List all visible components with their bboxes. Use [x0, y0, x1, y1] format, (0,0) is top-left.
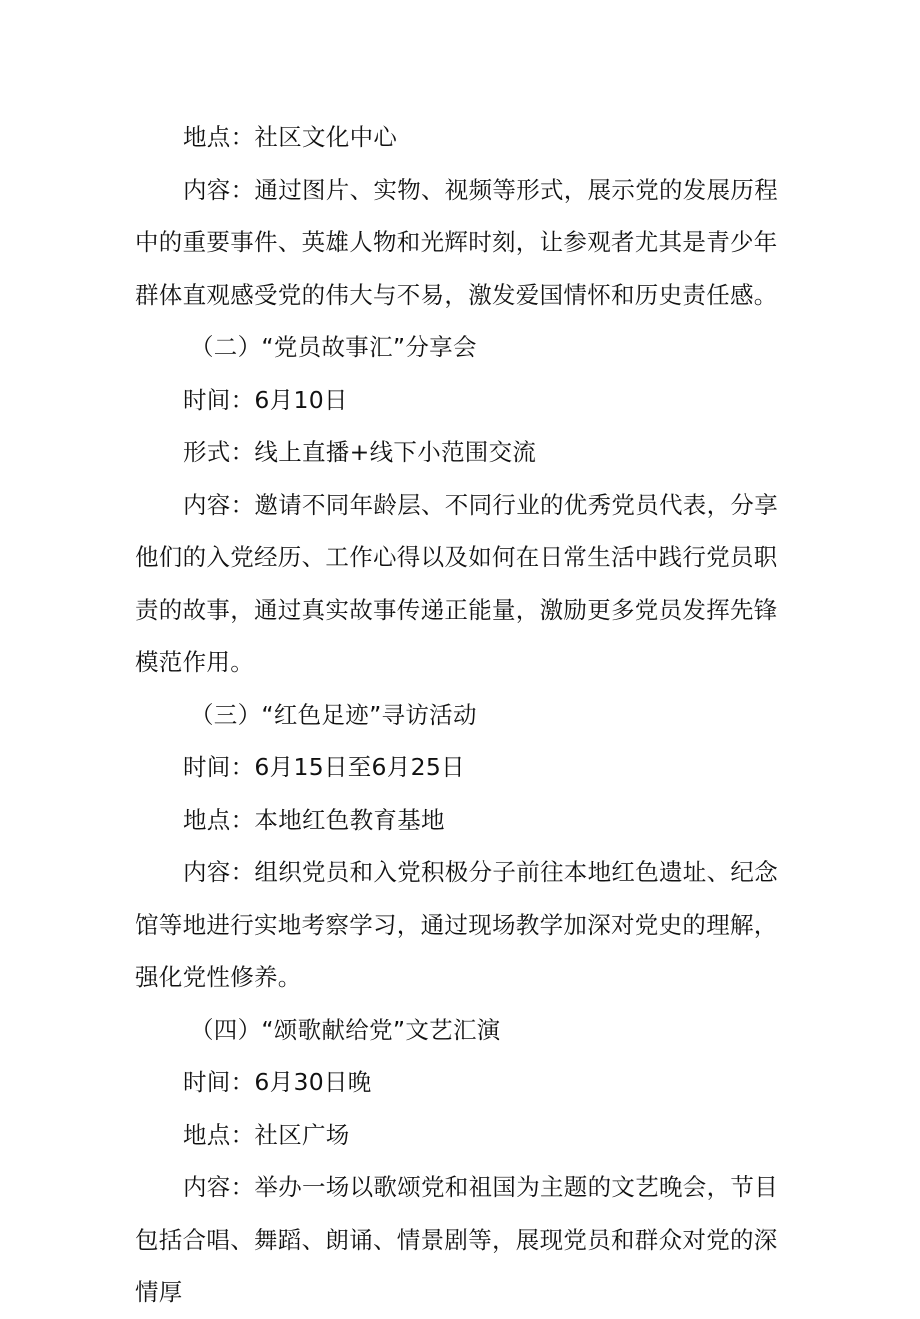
- paragraph-location-4: 地点：社区广场: [183, 1120, 350, 1149]
- paragraph-location-3: 地点：本地红色教育基地: [183, 805, 445, 834]
- document-body: [135, 111, 795, 1319]
- paragraph-time-4: 时间：6月30日晚: [183, 1068, 372, 1096]
- paragraph-content-4: 内容：举办一场以歌颂党和祖国为主题的文艺晚会，节目包括合唱、舞蹈、朗诵、情景剧等，展现党员和群众对党的深情厚: [135, 1173, 778, 1306]
- section-heading-3: （三）“红色足迹”寻访活动: [190, 700, 477, 729]
- paragraph-content-2: 内容：邀请不同年龄层、不同行业的优秀党员代表，分享他们的入党经历、工作心得以及如何在日常生活中践行党员职责的故事，通过真实故事传递正能量，激励更多党员发挥先锋模范作用。: [135, 490, 778, 676]
- section-heading-2: （二）“党员故事汇”分享会: [190, 333, 477, 361]
- paragraph-time-3: 时间：6月15日至6月25日: [183, 753, 465, 781]
- paragraph-format-2: 形式：线上直播+线下小范围交流: [183, 438, 537, 466]
- section-heading-4: （四）“颂歌献给党”文艺汇演: [190, 1015, 501, 1044]
- paragraph-content-1: 内容：通过图片、实物、视频等形式，展示党的发展历程中的重要事件、英雄人物和光辉时刻，让参观者尤其是青少年群体直观感受党的伟大与不易，激发爱国情怀和历史责任感。: [135, 175, 778, 309]
- paragraph-time-2: 时间：6月10日: [183, 385, 348, 414]
- paragraph-content-3: 内容：组织党员和入党积极分子前往本地红色遗址、纪念馆等地进行实地考察学习，通过现场教学加深对党史的理解，强化党性修养。: [135, 858, 778, 991]
- paragraph-location-1: 地点：社区文化中心: [183, 123, 398, 151]
